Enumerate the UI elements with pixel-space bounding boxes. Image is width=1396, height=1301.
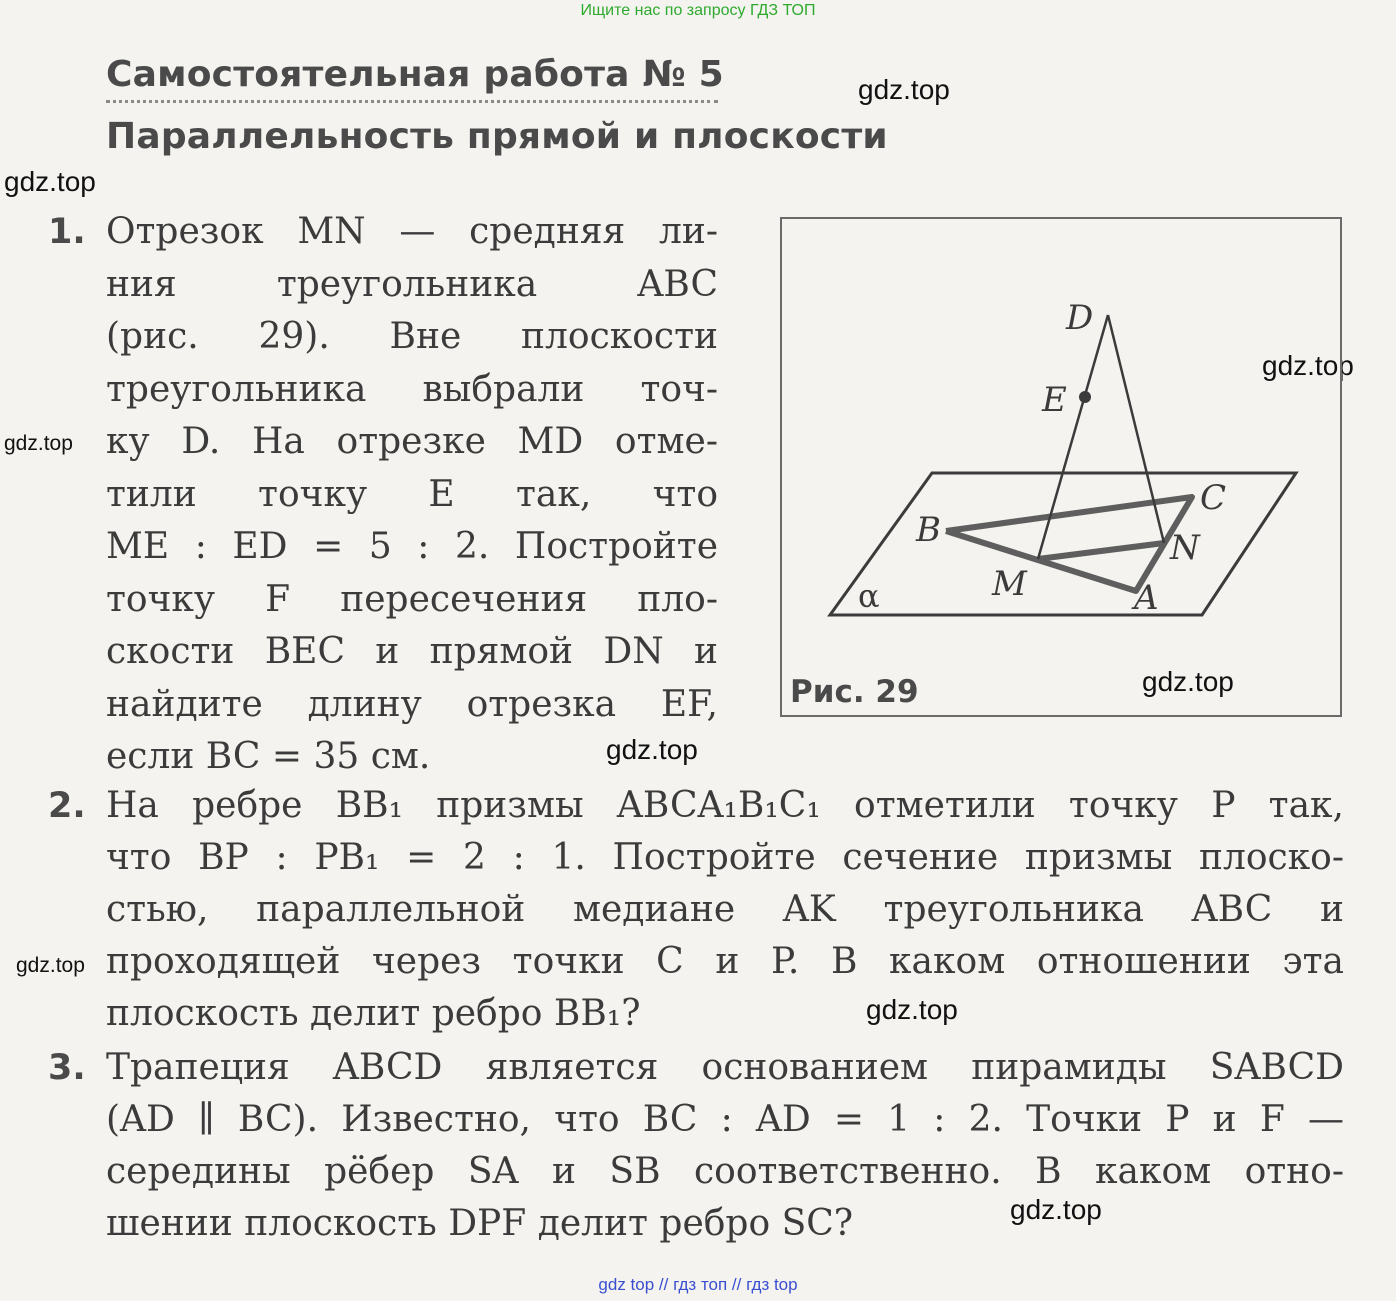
title-divider <box>106 100 718 103</box>
label-d: D <box>1066 298 1094 338</box>
task-line: На ребре BB₁ призмы ABCA₁B₁C₁ отметили точку P так, <box>106 785 1344 826</box>
task-line: середины рёбер SA и SB соответственно. В каком отно- <box>106 1151 1344 1192</box>
watermark: gdz.top <box>4 432 73 455</box>
figure-caption: Рис. 29 <box>790 674 919 710</box>
segment-md <box>1038 315 1108 559</box>
task-line: (AD ∥ BC). Известно, что BC : AD = 1 : 2. Точки P и F — <box>106 1099 1344 1140</box>
task-line: тили точку E так, что <box>106 473 718 515</box>
task-line: ния треугольника ABC <box>106 263 718 305</box>
task-line: ку D. На отрезке MD отме- <box>106 421 718 462</box>
label-b: B <box>916 510 941 550</box>
watermark: gdz.top <box>858 74 950 105</box>
watermark: gdz.top <box>16 954 85 977</box>
work-title: Самостоятельная работа № 5 <box>106 54 724 95</box>
plane-alpha <box>830 473 1296 615</box>
label-alpha: α <box>858 577 880 615</box>
watermark: gdz.top <box>4 166 96 197</box>
task-line: (рис. 29). Вне плоскости <box>106 316 718 357</box>
task-3-text <box>106 1042 1344 1250</box>
label-m: M <box>992 564 1027 604</box>
task-line: найдите длину отрезка EF, <box>106 683 718 725</box>
task-line: если BC = 35 см. <box>106 736 431 777</box>
task-line: точку F пересечения пло- <box>106 578 718 620</box>
search-hint-link[interactable]: Ищите нас по запросу ГДЗ ТОП <box>580 2 816 19</box>
figure-29-drawing <box>782 219 1340 715</box>
task-2-text <box>106 780 1344 1040</box>
task-line: что BP : PB₁ = 2 : 1. Постройте сечение призмы плоско- <box>106 837 1344 878</box>
label-a: A <box>1134 578 1159 618</box>
watermark: gdz.top <box>606 734 698 765</box>
watermark: gdz.top <box>1142 666 1234 697</box>
task-line: плоскость делит ребро BB₁? <box>106 993 641 1034</box>
watermark: gdz.top <box>1010 1194 1102 1225</box>
task-line: треугольника выбрали точ- <box>106 368 718 410</box>
figure-29 <box>780 217 1342 717</box>
task-3-number: 3. <box>48 1048 86 1088</box>
point-e <box>1079 391 1091 403</box>
task-line: стью, параллельной медиане AK треугольника ABC и <box>106 889 1344 930</box>
topic-title: Параллельность прямой и плоскости <box>106 116 888 157</box>
task-2-number: 2. <box>48 786 86 826</box>
task-line: проходящей через точки C и P. В каком отношении эта <box>106 941 1344 982</box>
task-line: Отрезок MN — средняя ли- <box>106 211 718 252</box>
footer-links[interactable]: gdz top // гдз топ // гдз top <box>598 1275 798 1294</box>
task-line: скости BEC и прямой DN и <box>106 631 718 672</box>
watermark: gdz.top <box>1262 350 1354 381</box>
task-line: шении плоскость DPF делит ребро SC? <box>106 1203 854 1244</box>
task-line: Трапеция ABCD является основанием пирамиды SABCD <box>106 1047 1344 1088</box>
watermark: gdz.top <box>866 994 958 1025</box>
task-1-number: 1. <box>48 212 86 252</box>
task-1-text <box>106 206 718 784</box>
label-e: E <box>1042 380 1067 420</box>
label-n: N <box>1170 528 1200 568</box>
midline-mn <box>1038 543 1164 559</box>
task-line: ME : ED = 5 : 2. Постройте <box>106 526 718 567</box>
label-c: C <box>1200 478 1227 518</box>
